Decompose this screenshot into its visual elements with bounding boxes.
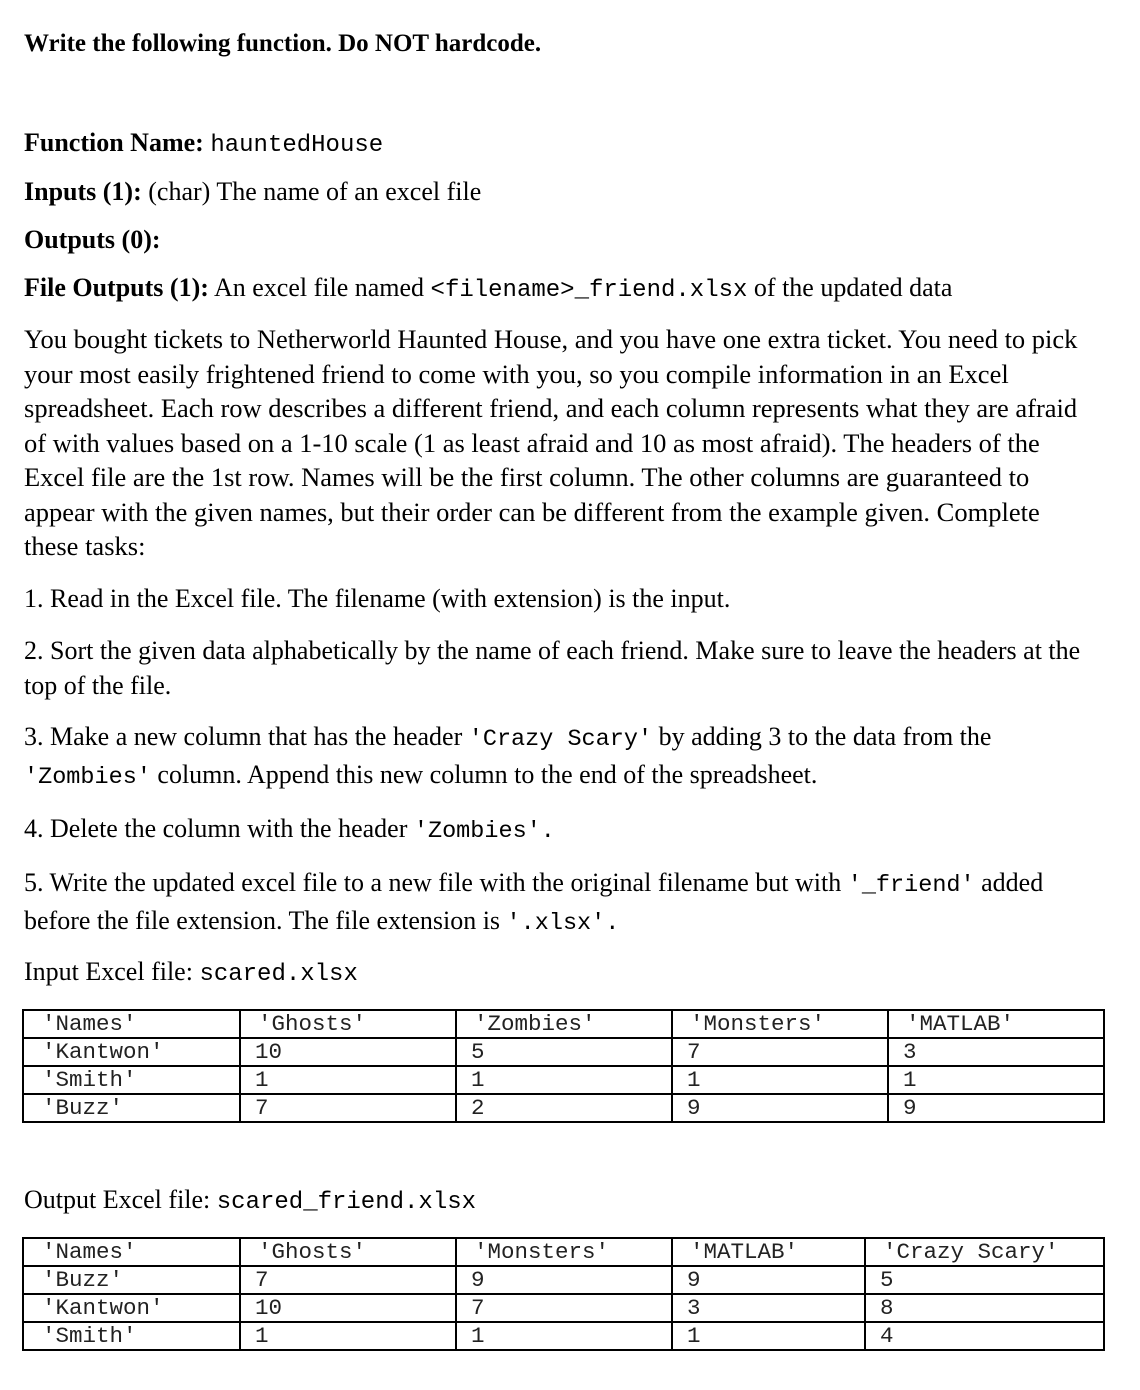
output-header-cell: 'Crazy Scary': [865, 1238, 1104, 1266]
task-5-text-b: added before the file extension. The file extension is: [24, 868, 1044, 935]
intro-paragraph: You bought tickets to Netherworld Haunted House, and you have one extra ticket. You need to pick your most easily frightened friend to come with you, so you compile information in an Excel spreadsheet. Each row describes a different friend, and each column represents what they are afraid of with values based on a 1-10 scale (1 as least afraid and 10 as most afraid). The headers of the Excel file are the 1st row. Names will be the first column. The other columns are guaranteed to appear with the given names, but their order can be different from the example given. Complete these tasks:: [24, 324, 1078, 561]
table-row: [23, 1066, 1104, 1094]
output-header-cell: 'Monsters': [456, 1238, 672, 1266]
table-cell: 5: [456, 1038, 672, 1066]
table-cell: 'Kantwon': [23, 1038, 240, 1066]
input-table-header-row: [23, 1010, 1104, 1038]
input-header-cell: 'Ghosts': [240, 1010, 456, 1038]
file-outputs-line: [24, 273, 952, 306]
task-3-code-crazy-scary: 'Crazy Scary': [468, 726, 653, 753]
table-cell: 10: [240, 1294, 456, 1322]
table-cell: 10: [240, 1038, 456, 1066]
table-cell: 1: [888, 1066, 1104, 1094]
table-cell: 4: [865, 1322, 1104, 1350]
table-cell: 'Kantwon': [23, 1294, 240, 1322]
function-name-line: [24, 128, 383, 161]
output-table: [22, 1237, 1105, 1351]
table-cell: 7: [456, 1294, 672, 1322]
file-outputs-after: of the updated data: [753, 273, 953, 302]
input-table: [22, 1009, 1105, 1123]
table-cell: 2: [456, 1094, 672, 1122]
outputs-label: Outputs (0):: [24, 225, 161, 254]
table-cell: 3: [888, 1038, 1104, 1066]
table-cell: 1: [240, 1066, 456, 1094]
input-header-cell: 'Monsters': [672, 1010, 888, 1038]
table-row: [23, 1266, 1104, 1294]
output-header-cell: 'MATLAB': [672, 1238, 865, 1266]
file-outputs-before: An excel file named: [213, 273, 425, 302]
table-cell: 8: [865, 1294, 1104, 1322]
table-cell: 9: [672, 1094, 888, 1122]
table-cell: 1: [456, 1322, 672, 1350]
output-header-cell: 'Ghosts': [240, 1238, 456, 1266]
input-file-caption: [24, 957, 358, 990]
input-header-cell: 'Names': [23, 1010, 240, 1038]
table-cell: 9: [456, 1266, 672, 1294]
table-cell: 3: [672, 1294, 865, 1322]
output-file-name: scared_friend.xlsx: [216, 1189, 477, 1216]
input-file-label: Input Excel file:: [24, 957, 193, 986]
output-table-header-row: [23, 1238, 1104, 1266]
table-cell: 1: [672, 1322, 865, 1350]
table-cell: 7: [240, 1094, 456, 1122]
table-row: [23, 1094, 1104, 1122]
table-cell: 'Buzz': [23, 1094, 240, 1122]
table-cell: 9: [672, 1266, 865, 1294]
input-header-cell: 'Zombies': [456, 1010, 672, 1038]
table-cell: 1: [672, 1066, 888, 1094]
task-5: [24, 866, 1094, 941]
table-cell: 5: [865, 1266, 1104, 1294]
output-header-cell: 'Names': [23, 1238, 240, 1266]
outputs-line: [24, 225, 161, 255]
table-cell: 'Smith': [23, 1322, 240, 1350]
task-3: [24, 720, 1094, 795]
table-cell: 1: [456, 1066, 672, 1094]
table-row: [23, 1038, 1104, 1066]
table-cell: 7: [240, 1266, 456, 1294]
task-4: [24, 812, 1094, 850]
input-file-name: scared.xlsx: [199, 961, 358, 988]
file-outputs-label: File Outputs (1):: [24, 273, 209, 302]
table-cell: 9: [888, 1094, 1104, 1122]
task-4-text: 4. Delete the column with the header: [24, 814, 408, 843]
table-cell: 'Buzz': [23, 1266, 240, 1294]
table-cell: 1: [240, 1322, 456, 1350]
inputs-text: (char) The name of an excel file: [148, 177, 482, 206]
inputs-label: Inputs (1):: [24, 177, 142, 206]
task-5-code-friend: '_friend': [847, 872, 975, 899]
inputs-line: [24, 177, 481, 207]
output-file-caption: [24, 1185, 476, 1218]
task-5-text-a: 5. Write the updated excel file to a new file with the original filename but with: [24, 868, 842, 897]
output-file-label: Output Excel file:: [24, 1185, 211, 1214]
function-name-value: hauntedHouse: [210, 132, 384, 159]
table-row: [23, 1294, 1104, 1322]
table-row: [23, 1322, 1104, 1350]
file-outputs-code: <filename>_friend.xlsx: [430, 277, 748, 304]
task-1: 1. Read in the Excel file. The filename (with extension) is the input.: [24, 584, 731, 613]
task-3-text-a: 3. Make a new column that has the header: [24, 722, 463, 751]
function-name-label: Function Name:: [24, 128, 204, 157]
page-heading: Write the following function. Do NOT hardcode.: [24, 30, 542, 57]
task-2: 2. Sort the given data alphabetically by the name of each friend. Make sure to leave the headers at the top of the file.: [24, 636, 1081, 700]
task-5-code-xlsx: '.xlsx'.: [506, 909, 620, 937]
table-cell: 'Smith': [23, 1066, 240, 1094]
task-3-text-b: by adding 3 to the data from the: [658, 722, 992, 751]
task-3-code-zombies: 'Zombies': [24, 763, 151, 791]
task-3-text-c: column. Append this new column to the end of the spreadsheet.: [157, 759, 818, 789]
table-cell: 7: [672, 1038, 888, 1066]
task-4-code: 'Zombies'.: [413, 818, 555, 845]
input-header-cell: 'MATLAB': [888, 1010, 1104, 1038]
